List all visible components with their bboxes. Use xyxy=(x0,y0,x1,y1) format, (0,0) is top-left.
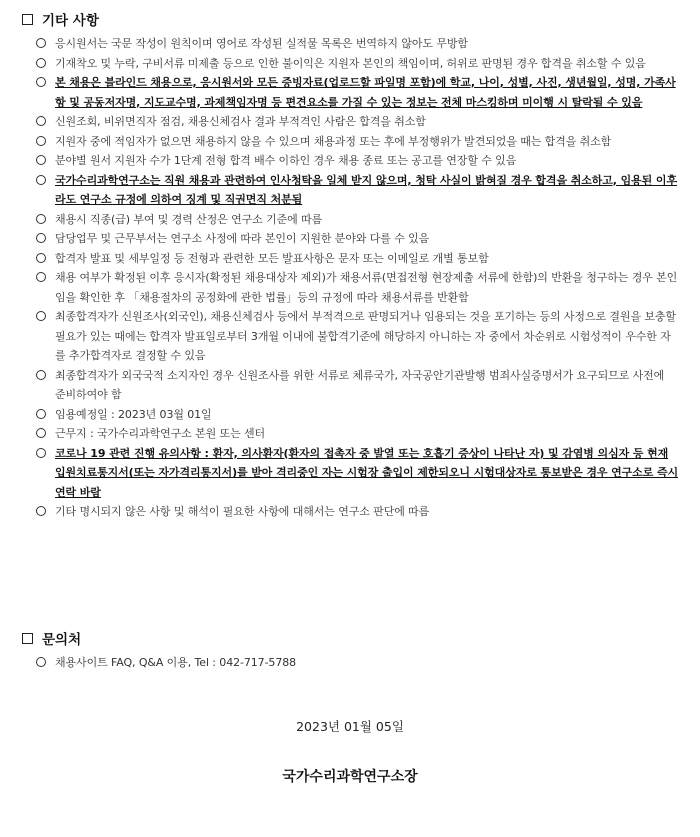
list-item-emphasized: 코로나 19 관련 진행 유의사항 : 환자, 의사환자(환자의 접촉자 중 발열 또는 호흡기 증상이 나타난 자) 및 감염병 의심자 등 현재 입원치료통지서(또는 자가격리통지서)를 받아 격리중인 자는 시험장 출입이 제한되오니 시험대상자로 통보받은 경우 연구소로 즉시 연락 바람 xyxy=(36,444,678,503)
list-item: 최종합격자가 신원조사(외국인), 채용신체검사 등에서 부적격으로 판명되거나 임용되는 것을 포기하는 등의 사정으로 결원을 보충할 필요가 있는 때에는 합격자 발표일로부터 3개월 이내에 불합격기준에 해당하지 아니하는 자 중에서 차순위로 시험성적이 우수한 자를 추가합격자로 결정할 수 있음 xyxy=(36,307,678,366)
circle-bullet-icon xyxy=(36,175,46,185)
list-item: 합격자 발표 및 세부일정 등 전형과 관련한 모든 발표사항은 문자 또는 이메일로 개별 통보함 xyxy=(36,249,678,269)
list-item: 기타 명시되지 않은 사항 및 해석이 필요한 사항에 대해서는 연구소 판단에 따름 xyxy=(36,502,678,522)
circle-bullet-icon xyxy=(36,77,46,87)
list-item: 분야별 원서 지원자 수가 1단계 전형 합격 배수 이하인 경우 채용 종료 또는 공고를 연장할 수 있음 xyxy=(36,151,678,171)
list-item: 지원자 중에 적임자가 없으면 채용하지 않을 수 있으며 채용과정 또는 후에 부정행위가 발견되었을 때는 합격을 취소함 xyxy=(36,132,678,152)
circle-bullet-icon xyxy=(36,428,46,438)
circle-bullet-icon xyxy=(36,214,46,224)
section-title-contact: 문의처 xyxy=(22,628,81,648)
list-item: 채용사이트 FAQ, Q&A 이용, Tel : 042-717-5788 xyxy=(36,653,678,673)
list-item: 근무지 : 국가수리과학연구소 본원 또는 센터 xyxy=(36,424,678,444)
circle-bullet-icon xyxy=(36,58,46,68)
circle-bullet-icon xyxy=(36,370,46,380)
circle-bullet-icon xyxy=(36,155,46,165)
circle-bullet-icon xyxy=(36,233,46,243)
circle-bullet-icon xyxy=(36,506,46,516)
circle-bullet-icon xyxy=(36,409,46,419)
square-bullet-icon xyxy=(22,14,33,25)
contact-items-list xyxy=(36,653,678,673)
circle-bullet-icon xyxy=(36,136,46,146)
list-item: 기재착오 및 누락, 구비서류 미제출 등으로 인한 불이익은 지원자 본인의 책임이며, 허위로 판명된 경우 합격을 취소할 수 있음 xyxy=(36,54,678,74)
section-title-misc: 기타 사항 xyxy=(22,9,99,29)
misc-items-list xyxy=(36,34,678,522)
list-item: 담당업무 및 근무부서는 연구소 사정에 따라 본인이 지원한 분야와 다를 수 있음 xyxy=(36,229,678,249)
circle-bullet-icon xyxy=(36,116,46,126)
notice-date: 2023년 01월 05일 xyxy=(296,719,404,734)
list-item: 채용시 직종(급) 부여 및 경력 산정은 연구소 기준에 따름 xyxy=(36,210,678,230)
list-item-emphasized: 본 채용은 블라인드 채용으로, 응시원서와 모든 증빙자료(업로드할 파일명 포함)에 학교, 나이, 성별, 사진, 생년월일, 성명, 가족사항 및 공동저자명, 지도교수명, 과제책임자명 등 편견요소를 가질 수 있는 정보는 전체 마스킹하며 미이행 시 탈락될 수 있음 xyxy=(36,73,678,112)
list-item: 채용 여부가 확정된 이후 응시자(확정된 채용대상자 제외)가 채용서류(면접전형 현장제출 서류에 한함)의 반환을 청구하는 경우 본인임을 확인한 후 「채용절차의 공정화에 관한 법률」등의 규정에 따라 채용서류를 반환함 xyxy=(36,268,678,307)
circle-bullet-icon xyxy=(36,272,46,282)
organization-name: 국가수리과학연구소장 xyxy=(282,769,418,785)
circle-bullet-icon xyxy=(36,657,46,667)
list-item-emphasized: 국가수리과학연구소는 직원 채용과 관련하여 인사청탁을 일체 받지 않으며, 청탁 사실이 밝혀질 경우 합격을 취소하고, 임용된 이후라도 연구소 규정에 의하여 징계 및 직권면직 처분됨 xyxy=(36,171,678,210)
circle-bullet-icon xyxy=(36,448,46,458)
circle-bullet-icon xyxy=(36,253,46,263)
list-item: 신원조회, 비위면직자 점검, 채용신체검사 결과 부적격인 사람은 합격을 취소함 xyxy=(36,112,678,132)
circle-bullet-icon xyxy=(36,38,46,48)
list-item: 임용예정일 : 2023년 03월 01일 xyxy=(36,405,678,425)
list-item: 응시원서는 국문 작성이 원칙이며 영어로 작성된 실적물 목록은 번역하지 않아도 무방함 xyxy=(36,34,678,54)
list-item: 최종합격자가 외국국적 소지자인 경우 신원조사를 위한 서류로 체류국가, 자국공안기관발행 범죄사실증명서가 요구되므로 사전에 준비하여야 함 xyxy=(36,366,678,405)
square-bullet-icon xyxy=(22,633,33,644)
circle-bullet-icon xyxy=(36,311,46,321)
